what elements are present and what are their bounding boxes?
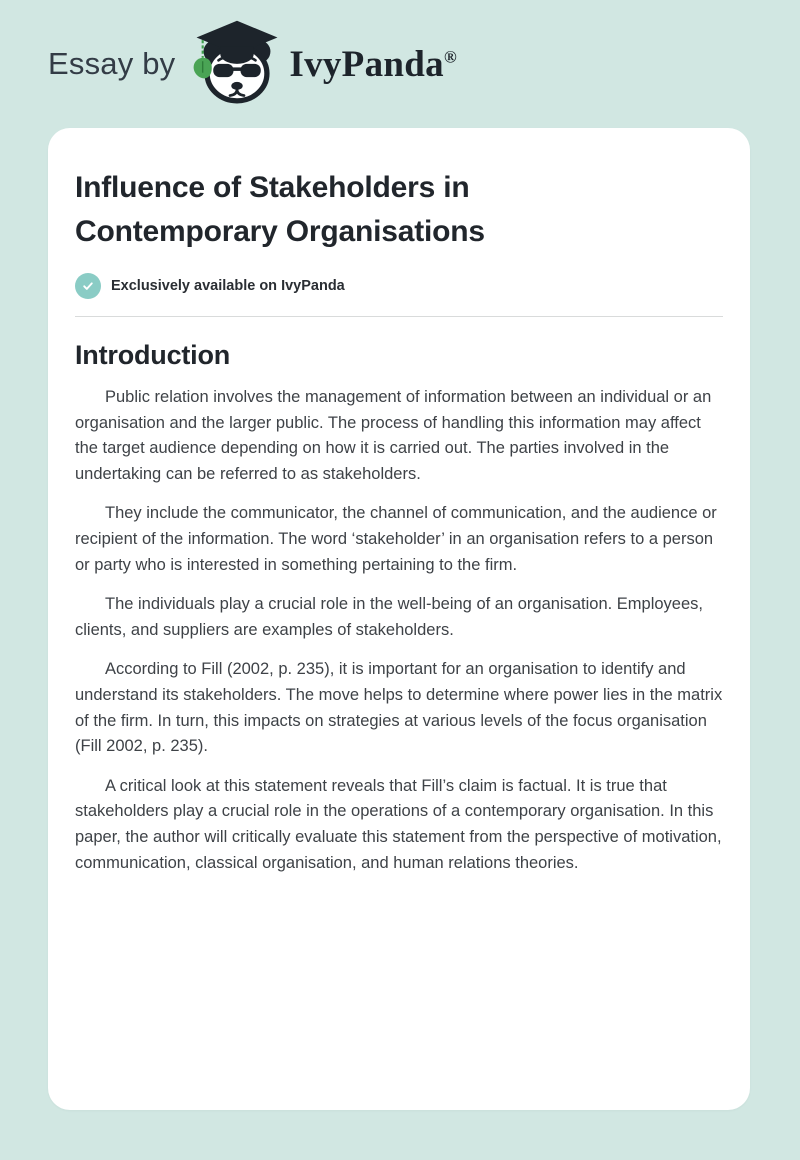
brand-wordmark	[289, 43, 457, 86]
divider	[75, 316, 723, 317]
page-title: Influence of Stakeholders in Contemporary Organisations	[75, 171, 485, 248]
check-icon	[75, 273, 101, 299]
site-header	[0, 0, 800, 128]
paragraph: The individuals play a crucial role in the well-being of an organisation. Employees, clients, and suppliers are examples of stakeholders.	[75, 595, 703, 639]
essay-by-label: Essay by	[48, 46, 176, 81]
registered-trademark-symbol: ®	[443, 47, 457, 67]
brand-name: IvyPanda	[289, 43, 444, 85]
paragraph: According to Fill (2002, p. 235), it is important for an organisation to identify and understand its stakeholders. The move helps to determine where power lies in the matrix of the firm. In turn, this impacts on strategies at various levels of the focus organisation (Fill 2002, p. 235).	[75, 660, 723, 756]
panda-graduate-icon	[193, 19, 281, 109]
exclusive-badge	[75, 273, 723, 299]
paragraph: Public relation involves the management of information between an individual or an organisation and the larger public. The process of handling this information may affect the target audience depending on how it is carried out. The parties involved in the undertaking can be referred to as stakeholders.	[75, 388, 712, 483]
section-heading-introduction: Introduction	[75, 340, 231, 370]
essay-body	[75, 385, 723, 876]
paragraph: They include the communicator, the channel of communication, and the audience or recipient of the information. The word ‘stakeholder’ in an organisation refers to a person or party who is interested in something pertaining to the firm.	[75, 504, 717, 574]
badge-label: Exclusively available on IvyPanda	[111, 278, 345, 294]
paragraph: A critical look at this statement reveals that Fill’s claim is factual. It is true that stakeholders play a crucial role in the operations of a contemporary organisation. In this paper, the author will critically evaluate this statement from the perspective of motivation, communication, classical organisation, and human relations theories.	[75, 776, 722, 872]
essay-card	[48, 128, 750, 1110]
